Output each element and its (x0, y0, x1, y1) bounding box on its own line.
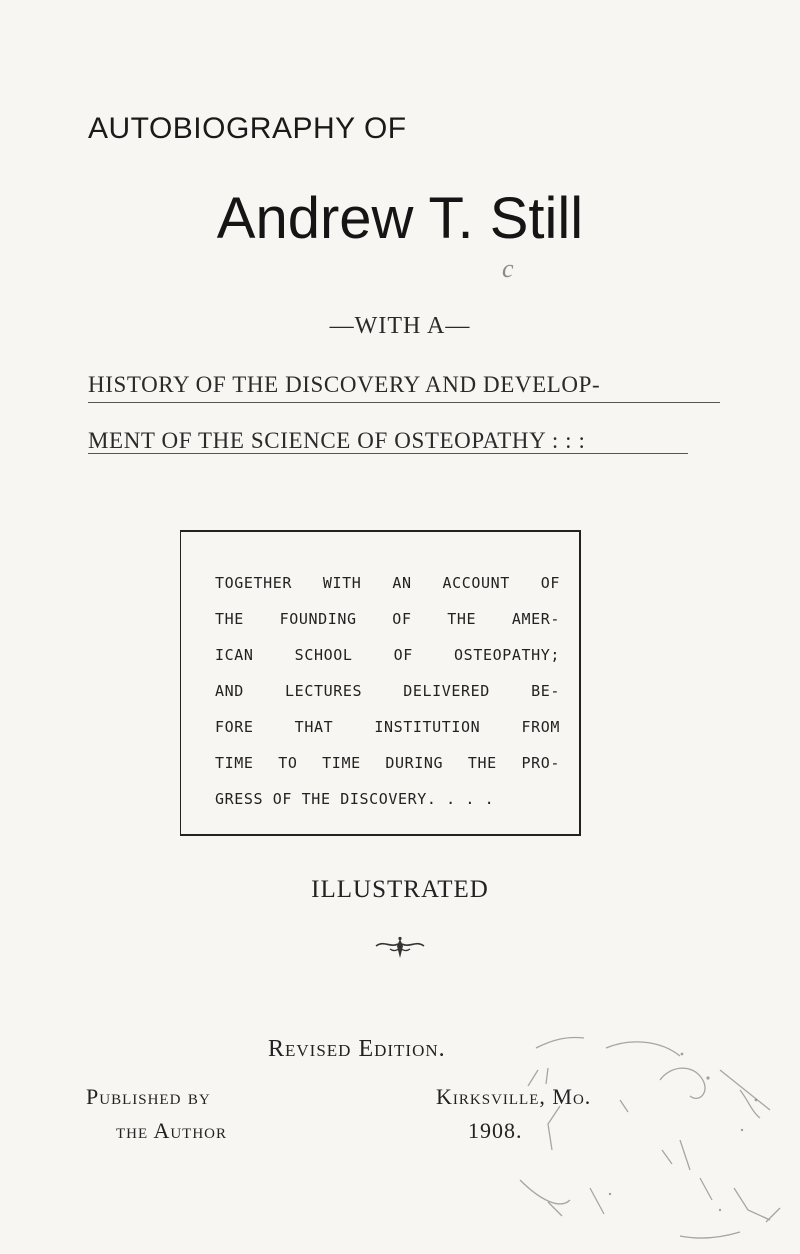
boxed-line: TOGETHER WITH AN ACCOUNT OF (215, 574, 560, 592)
pre-title: AUTOBIOGRAPHY OF (88, 112, 407, 145)
with-a-line: —WITH A— (329, 313, 471, 339)
publisher-block (86, 1080, 227, 1148)
imprint-year: 1908. (468, 1118, 523, 1143)
boxed-line: FORE THAT INSTITUTION FROM (215, 718, 560, 736)
edition-label: Revised Edition. (268, 1036, 446, 1062)
book-title: Andrew T. Still (216, 186, 584, 251)
boxed-line: TIME TO TIME DURING THE PRO- (215, 754, 560, 772)
boxed-line: THE FOUNDING OF THE AMER- (215, 610, 560, 628)
history-line-2: MENT OF THE SCIENCE OF OSTEOPATHY : : : (88, 428, 586, 453)
pencil-mark: c (502, 254, 514, 283)
publisher-line-2: the Author (116, 1118, 227, 1143)
boxed-line: AND LECTURES DELIVERED BE- (215, 682, 560, 700)
boxed-text (215, 565, 560, 817)
imprint-block (436, 1080, 591, 1148)
boxed-line: GRESS OF THE DISCOVERY. . . . (215, 790, 495, 808)
history-line-1: HISTORY OF THE DISCOVERY AND DEVELOP- (88, 372, 601, 397)
illustrated-label: ILLUSTRATED (311, 876, 489, 903)
rule-2 (88, 453, 688, 454)
publisher-line-1: Published by (86, 1084, 211, 1109)
rule-1 (88, 402, 720, 403)
printers-ornament-icon (372, 936, 428, 960)
boxed-line: ICAN SCHOOL OF OSTEOPATHY; (215, 646, 560, 664)
imprint-place: Kirksville, Mo. (436, 1084, 592, 1109)
